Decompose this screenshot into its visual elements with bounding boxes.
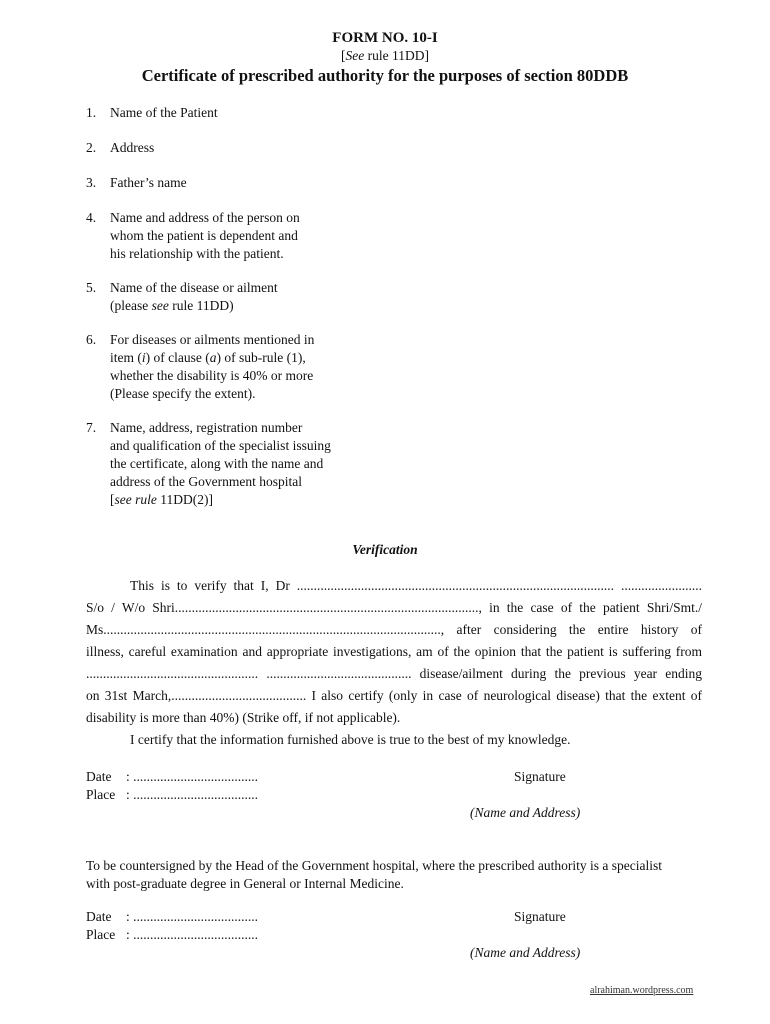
date-label: Date <box>86 909 112 924</box>
countersign-line: with post-graduate degree in General or Internal Medicine. <box>86 876 404 891</box>
item-dependent-person <box>86 209 300 263</box>
place-label: Place <box>86 787 116 802</box>
item-label-line: address of the Government hospital <box>110 474 302 489</box>
rule-bracket: [ <box>341 48 346 63</box>
item-specialist-details <box>86 419 331 509</box>
form-number: FORM NO. 10-I <box>332 30 438 46</box>
item-address <box>86 139 154 157</box>
countersign-line: To be countersigned by the Head of the Government hospital, where the prescribed authority is a specialist <box>86 858 663 873</box>
item-label-line: Name, address, registration number <box>110 420 303 435</box>
item-number: 1. <box>86 105 97 120</box>
item-label-line: For diseases or ailments mentioned in <box>110 332 315 347</box>
label-part: a <box>209 350 217 365</box>
verification-line: Ms...................................................................................................., after considering the entire history of <box>86 622 702 637</box>
countersign-note <box>86 857 702 893</box>
label-part: (please <box>110 298 152 313</box>
label-part: ) of clause ( <box>145 350 210 365</box>
item-label-line: his relationship with the patient. <box>110 246 284 261</box>
label-part: rule 11DD) <box>168 298 234 313</box>
label-part: see rule <box>114 492 157 507</box>
item-number: 5. <box>86 280 97 295</box>
verification-line: illness, careful examination and appropriate investigations, am of the opinion that the patient is suffering from <box>86 644 702 659</box>
name-and-address-label: (Name and Address) <box>470 805 581 820</box>
item-label: Name of the Patient <box>110 105 218 120</box>
verification-line: This is to verify that I, Dr .............................................................................................. ........................ <box>130 578 702 593</box>
item-disease-name <box>86 279 278 315</box>
signature-label: Signature <box>514 769 566 784</box>
label-part: ) of sub-rule (1), <box>216 350 306 365</box>
verification-line: on 31st March,........................................ I also certify (only in case of neurological disease) that the extent of <box>86 688 702 703</box>
item-label: Address <box>110 140 155 155</box>
item-label-line: whether the disability is 40% or more <box>110 368 314 383</box>
rule-see: See <box>345 48 365 63</box>
name-and-address-label: (Name and Address) <box>470 945 581 960</box>
page-title: Certificate of prescribed authority for the purposes of section 80DDB <box>141 66 629 85</box>
item-number: 7. <box>86 420 97 435</box>
verification-line: disability is more than 40%) (Strike off, if not applicable). <box>86 710 401 725</box>
signature-label: Signature <box>514 909 566 924</box>
place-blank: : ..................................... <box>126 787 259 802</box>
item-number: 2. <box>86 140 97 155</box>
item-label-line: (Please specify the extent). <box>110 386 256 401</box>
date-blank: : ..................................... <box>126 769 259 784</box>
rule-text: rule 11DD] <box>364 48 429 63</box>
label-part: [ <box>110 492 115 507</box>
item-label-line <box>110 491 331 509</box>
item-disability-extent <box>86 331 314 403</box>
item-number: 4. <box>86 210 97 225</box>
date-blank: : ..................................... <box>126 909 259 924</box>
item-label-line <box>110 349 314 367</box>
item-number: 3. <box>86 175 97 190</box>
rule-reference <box>0 48 770 64</box>
item-father-name <box>86 174 187 192</box>
label-part: item ( <box>110 350 142 365</box>
place-label: Place <box>86 927 116 942</box>
verification-line: S/o / W/o Shri.........................................................................................., in the case of the patient Shri/Smt./ <box>86 600 702 615</box>
item-label: Father’s name <box>110 175 187 190</box>
verification-line: ................................................... ........................................... disease/ailment during the previous year ending <box>86 666 702 681</box>
date-field[interactable] <box>86 909 258 925</box>
label-part: i <box>141 350 146 365</box>
item-label-line: the certificate, along with the name and <box>110 456 324 471</box>
item-number: 6. <box>86 332 97 347</box>
date-field[interactable] <box>86 769 258 785</box>
place-blank: : ..................................... <box>126 927 259 942</box>
item-label-line: Name of the disease or ailment <box>110 280 278 295</box>
place-field[interactable] <box>86 787 258 803</box>
item-label-line: Name and address of the person on <box>110 210 300 225</box>
date-label: Date <box>86 769 112 784</box>
item-patient-name <box>86 104 218 122</box>
certify-statement: I certify that the information furnished above is true to the best of my knowledge. <box>130 732 571 747</box>
item-label-line: whom the patient is dependent and <box>110 228 298 243</box>
item-label-line <box>110 297 278 315</box>
footer-link[interactable]: alrahiman.wordpress.com <box>590 985 694 996</box>
item-label-line: and qualification of the specialist issuing <box>110 438 331 453</box>
verification-heading: Verification <box>352 542 418 557</box>
place-field[interactable] <box>86 927 258 943</box>
label-part: see <box>151 298 169 313</box>
label-part: 11DD(2)] <box>156 492 213 507</box>
